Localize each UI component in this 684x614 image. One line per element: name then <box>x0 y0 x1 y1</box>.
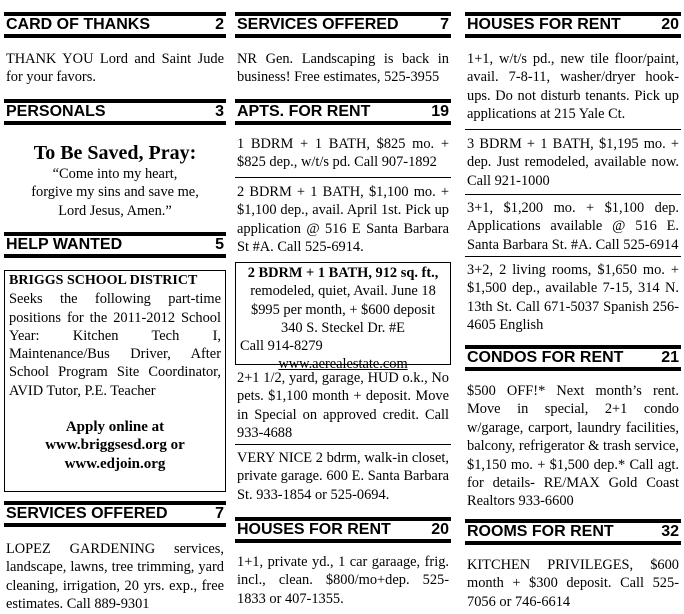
prayer-ad <box>6 141 224 220</box>
section-title: HOUSES FOR RENT <box>467 16 621 33</box>
lopez-gardening-ad: LOPEZ GARDENING services, landscape, lawns, tree trimming, yard cleaning, irrigation, 20 yrs. exp., free estimates. Call 889-9301 <box>6 541 224 613</box>
apts-for-rent-header <box>235 99 451 125</box>
section-title: CARD OF THANKS <box>6 16 150 33</box>
house-ad-3: 3+1, $1,200 mo. + $1,100 dep. Applications available @ 516 E. Santa Barbara St. #A. Call 525-6914 <box>467 200 679 253</box>
section-title: HELP WANTED <box>6 236 123 253</box>
aerealestate-ad <box>235 262 451 373</box>
prayer-line-2: forgive my sins and save me, <box>31 184 199 201</box>
house-ad-2: 3 BDRM + 1 BATH, $1,195 mo. + dep. Just remodeled, available now. Call 921-1000 <box>467 136 679 189</box>
section-number: 20 <box>431 521 449 538</box>
nr-landscaping-ad: NR Gen. Landscaping is back in business! Free estimates, 525-3955 <box>237 51 449 86</box>
ad-line: remodeled, quiet, Avail. June 18 <box>250 283 436 300</box>
prayer-line-1: “Come into my heart, <box>52 166 178 182</box>
card-of-thanks-header <box>4 12 226 38</box>
section-title: CONDOS FOR RENT <box>467 349 624 366</box>
apt-ad-3: 2+1 1/2, yard, garage, HUD o.k., No pets. $1,100 month + deposit. Move in Special on approved credit. Call 933-4688 <box>237 370 449 442</box>
divider <box>235 177 451 178</box>
divider <box>465 129 681 130</box>
section-number: 19 <box>431 103 449 120</box>
houses-for-rent-header <box>465 12 681 38</box>
prayer-title: To Be Saved, Pray: <box>33 142 197 164</box>
section-title: APTS. FOR RENT <box>237 103 371 120</box>
ad-line: 340 S. Steckel Dr. #E <box>281 319 405 336</box>
apply-online: Apply online at <box>65 419 165 436</box>
house-ad-4: 3+2, 2 living rooms, $1,650 mo. + $1,500 dep., available 7-15, 314 N. 13th St. Call 671-5037 Spanish 256-4605 English <box>467 262 679 334</box>
ad-title: BRIGGS SCHOOL DISTRICT <box>9 273 198 288</box>
section-title: SERVICES OFFERED <box>6 505 168 522</box>
services-offered-header <box>4 501 226 527</box>
prayer-line-3: Lord Jesus, Amen.” <box>58 202 172 219</box>
divider <box>465 194 681 195</box>
section-number: 20 <box>661 16 679 33</box>
website-link-1[interactable]: www.briggsesd.org or <box>45 437 185 454</box>
houses-for-rent-header <box>235 517 451 543</box>
house-ad: 1+1, private yd., 1 car garaage, frig. incl., clean. $800/mo+dep. 525-1833 or 407-1355. <box>237 554 449 607</box>
ad-line: $995 per month, + $600 deposit <box>251 301 435 318</box>
divider <box>235 444 451 445</box>
services-offered-header <box>235 12 451 38</box>
section-title: HOUSES FOR RENT <box>237 521 391 538</box>
website-link-2[interactable]: www.edjoin.org <box>64 455 166 472</box>
section-number: 32 <box>661 523 679 540</box>
section-title: SERVICES OFFERED <box>237 16 399 33</box>
apt-ad-1: 1 BDRM + 1 BATH, $825 mo. + $825 dep., w/t/s pd. Call 907-1892 <box>237 136 449 171</box>
website-link[interactable]: www.aerealestate.com <box>278 356 408 373</box>
ad-phone: Call 914-8279 <box>240 338 323 355</box>
room-ad: KITCHEN PRIVILEGES, $600 month + $300 deposit. Call 525-7056 or 746-6614 <box>467 557 679 610</box>
ad-title: 2 BDRM + 1 BATH, 912 sq. ft., <box>247 265 439 281</box>
section-number: 3 <box>215 103 224 120</box>
apt-ad-4: VERY NICE 2 bdrm, walk-in closet, private garage. 600 E. Santa Barbara St. 933-1854 or 525-0694. <box>237 450 449 503</box>
divider <box>465 256 681 257</box>
section-title: PERSONALS <box>6 103 106 120</box>
section-title: ROOMS FOR RENT <box>467 523 614 540</box>
briggs-school-ad <box>4 270 226 492</box>
section-number: 5 <box>215 236 224 253</box>
section-number: 7 <box>440 16 449 33</box>
personals-header <box>4 99 226 125</box>
help-wanted-header <box>4 232 226 258</box>
section-number: 2 <box>215 16 224 33</box>
house-ad-1: 1+1, w/t/s pd., new tile floor/paint, avail. 7-8-11, washer/dryer hook-ups. Do not disturb tenants. Pick up applications at 215 Yale Ct. <box>467 51 679 123</box>
apt-ad-2: 2 BDRM + 1 BATH, $1,100 mo. + $1,100 dep., avail. April 1st. Pick up application @ 516 E Santa Barbara St #A. Call 525-6914. <box>237 184 449 256</box>
condos-for-rent-header <box>465 345 681 371</box>
rooms-for-rent-header <box>465 519 681 545</box>
section-number: 7 <box>215 505 224 522</box>
ad-body: Seeks the following part-time positions for the 2011-2012 School Year: Kitchen Tech I, Maintenance/Bus Driver, After School Program Site Coordinator, AVID Tutor, P.E. Teacher <box>9 291 221 399</box>
section-number: 21 <box>661 349 679 366</box>
condo-ad: $500 OFF!* Next month’s rent. Move in special, 2+1 condo w/garage, carport, laundry facilities, balcony, refrigerator & trash service, $1,150 mo. + $1,500 dep.* Call agt. for details- RE/MAX Gold Coast Realtors 933-6600 <box>467 383 679 510</box>
card-of-thanks-ad: THANK YOU Lord and Saint Jude for your favors. <box>6 51 224 86</box>
